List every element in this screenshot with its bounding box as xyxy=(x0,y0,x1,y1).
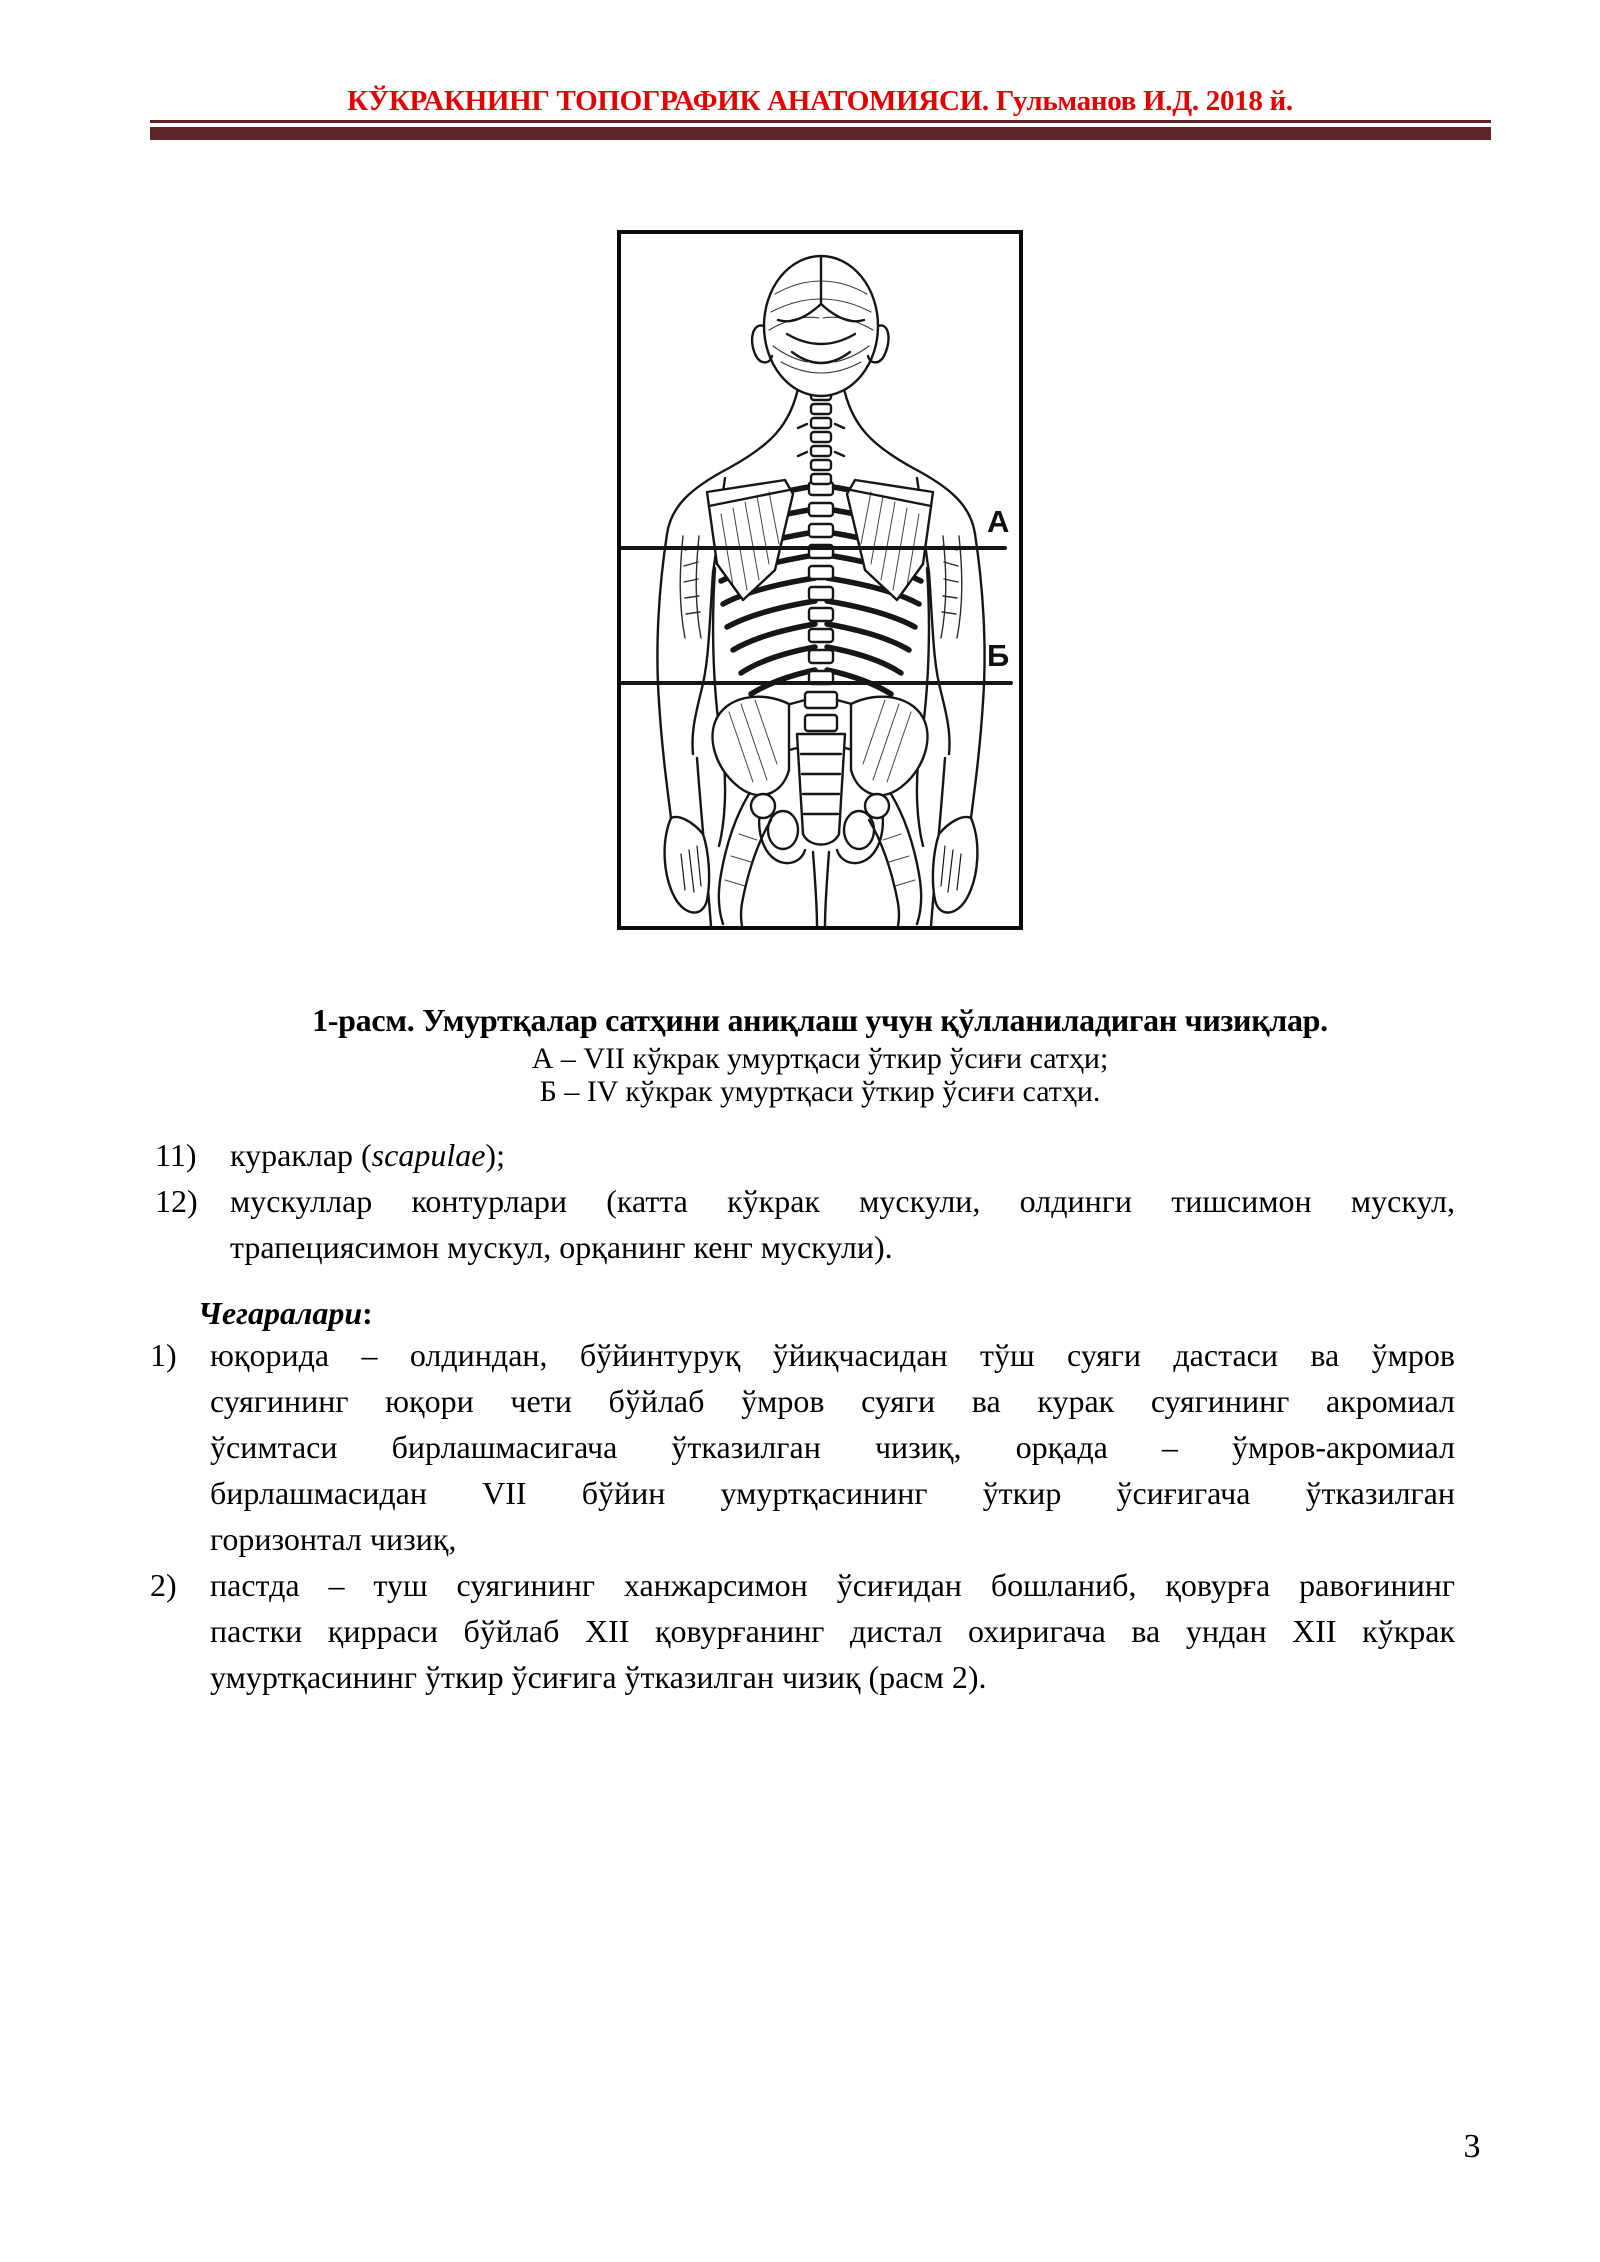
figure-label-a: А xyxy=(987,504,1010,539)
boundary-item-2-line-2: пастки қирраси бўйлаб XII қовурғанинг дистал охиригача ва ундан XII кўкрак xyxy=(210,1613,1455,1649)
boundary-item-2-line-1: пастда – туш суягининг ханжарсимон ўсиғидан бошланиб, қовурға равоғининг xyxy=(210,1567,1455,1603)
list-item-12-line-2: трапециясимон мускул, орқанинг кенг мускули). xyxy=(230,1229,893,1265)
page-header-title: КЎКРАКНИНГ ТОПОГРАФИК АНАТОМИЯСИ. Гульманов И.Д. 2018 й. xyxy=(347,85,1293,117)
figure-caption-line-b: Б – IV кўкрак умуртқаси ўткир ўсиғи сатҳи. xyxy=(539,1075,1101,1108)
list-item-12-line-1: мускуллар контурлари (катта кўкрак мускули, олдинги тишсимон мускул, xyxy=(230,1183,1455,1219)
list-item-11-latin-term: scapulae xyxy=(371,1137,486,1173)
boundary-item-1-line-3: ўсимтаси бирлашмасигача ўтказилган чизиқ, орқада – ўмров-акромиал xyxy=(210,1429,1455,1465)
list-item-12 xyxy=(150,1178,1455,1270)
boundary-item-2-text xyxy=(210,1562,1455,1700)
list-item-12-number: 12) xyxy=(155,1183,198,1219)
boundaries-heading xyxy=(198,1290,373,1336)
numbered-list-upper xyxy=(150,1132,1455,1270)
list-item-12-text xyxy=(230,1178,1455,1270)
list-item-11-text-pre: кураклар ( xyxy=(230,1137,372,1173)
boundary-item-1 xyxy=(150,1332,1455,1562)
cervical-spine xyxy=(798,390,844,484)
boundaries-heading-word: Чегаралари xyxy=(198,1295,363,1331)
boundary-item-1-line-5: горизонтал чизиқ, xyxy=(210,1521,457,1557)
numbered-list-boundaries xyxy=(150,1332,1455,1700)
list-item-11-text xyxy=(230,1132,1455,1178)
boundaries-heading-colon: : xyxy=(362,1295,373,1331)
boundary-item-1-line-2: суягининг юқори чети бўйлаб ўмров суяги ва курак суягининг акромиал xyxy=(210,1383,1455,1419)
boundary-item-2-number: 2) xyxy=(150,1567,177,1603)
list-item-11-number: 11) xyxy=(155,1137,197,1173)
boundary-item-1-line-1: юқорида – олдиндан, бўйинтуруқ ўйиқчасидан тўш суяги дастаси ва ўмров xyxy=(210,1337,1455,1373)
figure-caption-line-a: А – VII кўкрак умуртқаси ўткир ўсиғи сатҳи; xyxy=(531,1042,1109,1075)
list-item-11-text-post: ); xyxy=(485,1137,505,1173)
page-number: 3 xyxy=(1463,2128,1481,2165)
skeleton-back-illustration xyxy=(621,234,1019,926)
boundary-item-2-line-3: умуртқасининг ўткир ўсиғига ўтказилган чизиқ (расм 2). xyxy=(210,1659,987,1695)
figure-caption-title: 1-расм. Умуртқалар сатҳини аниқлаш учун қўлланиладиган чизиқлар. xyxy=(312,1002,1328,1038)
scapulae xyxy=(707,480,933,600)
header-rule-thin xyxy=(150,120,1491,123)
skull xyxy=(752,256,888,396)
figure-caption xyxy=(150,998,1490,1108)
figure-label-b: Б xyxy=(987,638,1010,673)
boundary-item-1-text xyxy=(210,1332,1455,1562)
header-rule-thick xyxy=(150,127,1491,140)
list-item-11 xyxy=(150,1132,1455,1178)
figure-frame xyxy=(617,230,1023,930)
boundary-item-1-line-4: бирлашмасидан VII бўйин умуртқасининг ўткир ўсиғигача ўтказилган xyxy=(210,1475,1455,1511)
boundary-item-2 xyxy=(150,1562,1455,1700)
boundary-item-1-number: 1) xyxy=(150,1337,177,1373)
